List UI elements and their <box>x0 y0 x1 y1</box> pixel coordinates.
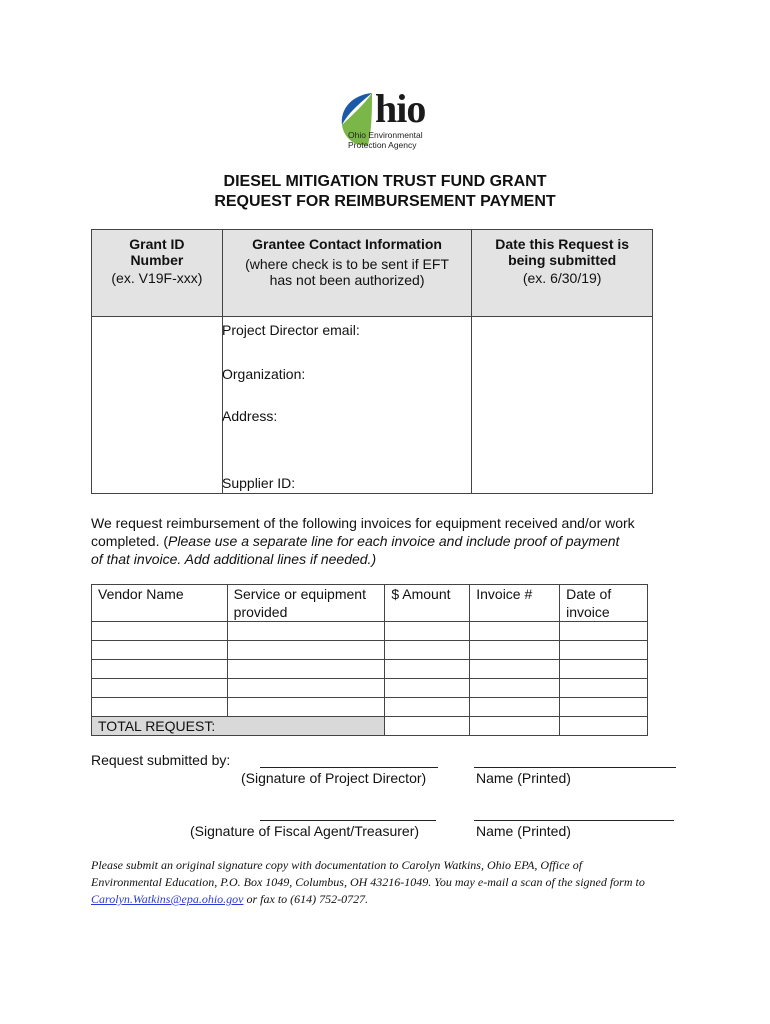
vendor-name-header: Vendor Name <box>92 585 228 622</box>
request-date-field[interactable] <box>472 317 653 494</box>
grantee-contact-note-2: has not been authorized) <box>269 272 425 288</box>
instructions-line3 <box>91 550 691 568</box>
invoice-date-cell[interactable] <box>560 660 648 679</box>
logo-subtitle-line1: Ohio Environmental <box>348 130 423 140</box>
project-director-email-label: Project Director email: <box>222 322 360 338</box>
footer-fax: or fax to (614) 752-0727. <box>243 892 369 906</box>
fiscal-signature-line[interactable] <box>260 820 436 821</box>
address-label: Address: <box>222 408 278 424</box>
vendor-name-cell[interactable] <box>92 641 228 660</box>
invoice-number-cell[interactable] <box>470 622 560 641</box>
grant-id-header <box>92 230 223 317</box>
total-request-label: TOTAL REQUEST: <box>92 717 385 736</box>
invoice-number-cell[interactable] <box>470 679 560 698</box>
director-signature-line[interactable] <box>260 767 438 768</box>
fiscal-name-line[interactable] <box>474 820 674 821</box>
footer-line1: Please submit an original signature copy with documentation to Carolyn Watkins, Ohio EPA, Office of <box>91 858 583 872</box>
amount-cell[interactable] <box>385 622 470 641</box>
table-row <box>92 660 648 679</box>
grantee-contact-note-1: (where check is to be sent if EFT <box>245 256 449 272</box>
fiscal-signature-label: (Signature of Fiscal Agent/Treasurer) <box>190 823 420 839</box>
amount-cell[interactable] <box>385 679 470 698</box>
instructions-line2 <box>91 532 691 550</box>
table-row <box>92 679 648 698</box>
vendor-name-cell[interactable] <box>92 622 228 641</box>
table-row <box>92 698 648 717</box>
service-cell[interactable] <box>227 622 385 641</box>
vendor-name-cell[interactable] <box>92 660 228 679</box>
table-row <box>92 641 648 660</box>
table-row <box>92 622 648 641</box>
service-cell[interactable] <box>227 641 385 660</box>
invoice-date-cell[interactable] <box>560 641 648 660</box>
grantee-contact-field[interactable] <box>222 317 472 494</box>
service-cell[interactable] <box>227 698 385 717</box>
total-invoice-date-cell[interactable] <box>560 717 648 736</box>
instructions-paragraph <box>91 514 691 568</box>
invoice-number-cell[interactable] <box>470 698 560 717</box>
grant-id-field[interactable] <box>92 317 223 494</box>
request-date-label-2: being submitted <box>508 252 617 268</box>
logo-wordmark: hio <box>375 86 426 131</box>
submission-instructions <box>91 857 691 908</box>
grant-id-label-2: Number <box>130 252 184 268</box>
amount-cell[interactable] <box>385 660 470 679</box>
director-signature-label: (Signature of Project Director) <box>241 770 427 786</box>
logo-subtitle <box>348 130 423 150</box>
logo-subtitle-line2: Protection Agency <box>348 140 417 150</box>
request-date-label-1: Date this Request is <box>495 236 630 252</box>
instructions-line3-italic: of that invoice. Add additional lines if needed.) <box>91 551 377 567</box>
director-name-printed-label: Name (Printed) <box>476 770 571 786</box>
total-invoice-number-cell[interactable] <box>470 717 560 736</box>
fiscal-name-printed-label: Name (Printed) <box>476 823 571 839</box>
amount-cell[interactable] <box>385 698 470 717</box>
instructions-line2-plain: completed. ( <box>91 533 169 549</box>
form-title-line1: DIESEL MITIGATION TRUST FUND GRANT <box>223 173 547 190</box>
instructions-line1: We request reimbursement of the following invoices for equipment received and/or work <box>91 515 635 531</box>
invoice-number-header: Invoice # <box>470 585 560 622</box>
request-info-header-row <box>92 230 653 317</box>
supplier-id-label: Supplier ID: <box>222 475 296 491</box>
request-submitted-by-label: Request submitted by: <box>91 752 231 768</box>
invoice-table-header <box>92 585 648 622</box>
invoice-date-header: Date of invoice <box>560 585 648 622</box>
form-title-line2: REQUEST FOR REIMBURSEMENT PAYMENT <box>214 193 556 210</box>
total-amount-cell[interactable] <box>385 717 470 736</box>
email-link[interactable]: Carolyn.Watkins@epa.ohio.gov <box>91 892 244 906</box>
grantee-contact-header <box>222 230 472 317</box>
request-date-example: (ex. 6/30/19) <box>522 270 602 286</box>
total-request-row <box>92 717 648 736</box>
grant-id-example: (ex. V19F-xxx) <box>111 270 203 286</box>
service-equipment-header: Service or equipment provided <box>227 585 385 622</box>
footer-line2: Environmental Education, P.O. Box 1049, Columbus, OH 43216-1049. You may e-mail a scan of the signed form to <box>91 875 645 889</box>
vendor-name-cell[interactable] <box>92 679 228 698</box>
footer-line3 <box>91 891 691 908</box>
grant-id-label-1: Grant ID <box>129 236 185 252</box>
invoice-table <box>91 584 648 736</box>
director-name-line[interactable] <box>474 767 676 768</box>
request-date-header <box>472 230 653 317</box>
service-cell[interactable] <box>227 679 385 698</box>
invoice-date-cell[interactable] <box>560 679 648 698</box>
service-cell[interactable] <box>227 660 385 679</box>
amount-cell[interactable] <box>385 641 470 660</box>
invoice-number-cell[interactable] <box>470 660 560 679</box>
invoice-date-cell[interactable] <box>560 622 648 641</box>
request-info-body-row <box>92 317 653 494</box>
organization-label: Organization: <box>222 366 306 382</box>
request-info-table <box>91 229 653 494</box>
amount-header: $ Amount <box>385 585 470 622</box>
invoice-date-cell[interactable] <box>560 698 648 717</box>
invoice-number-cell[interactable] <box>470 641 560 660</box>
vendor-name-cell[interactable] <box>92 698 228 717</box>
instructions-line2-italic: Please use a separate line for each invoice and include proof of payment <box>168 533 620 549</box>
grantee-contact-label: Grantee Contact Information <box>252 236 442 252</box>
